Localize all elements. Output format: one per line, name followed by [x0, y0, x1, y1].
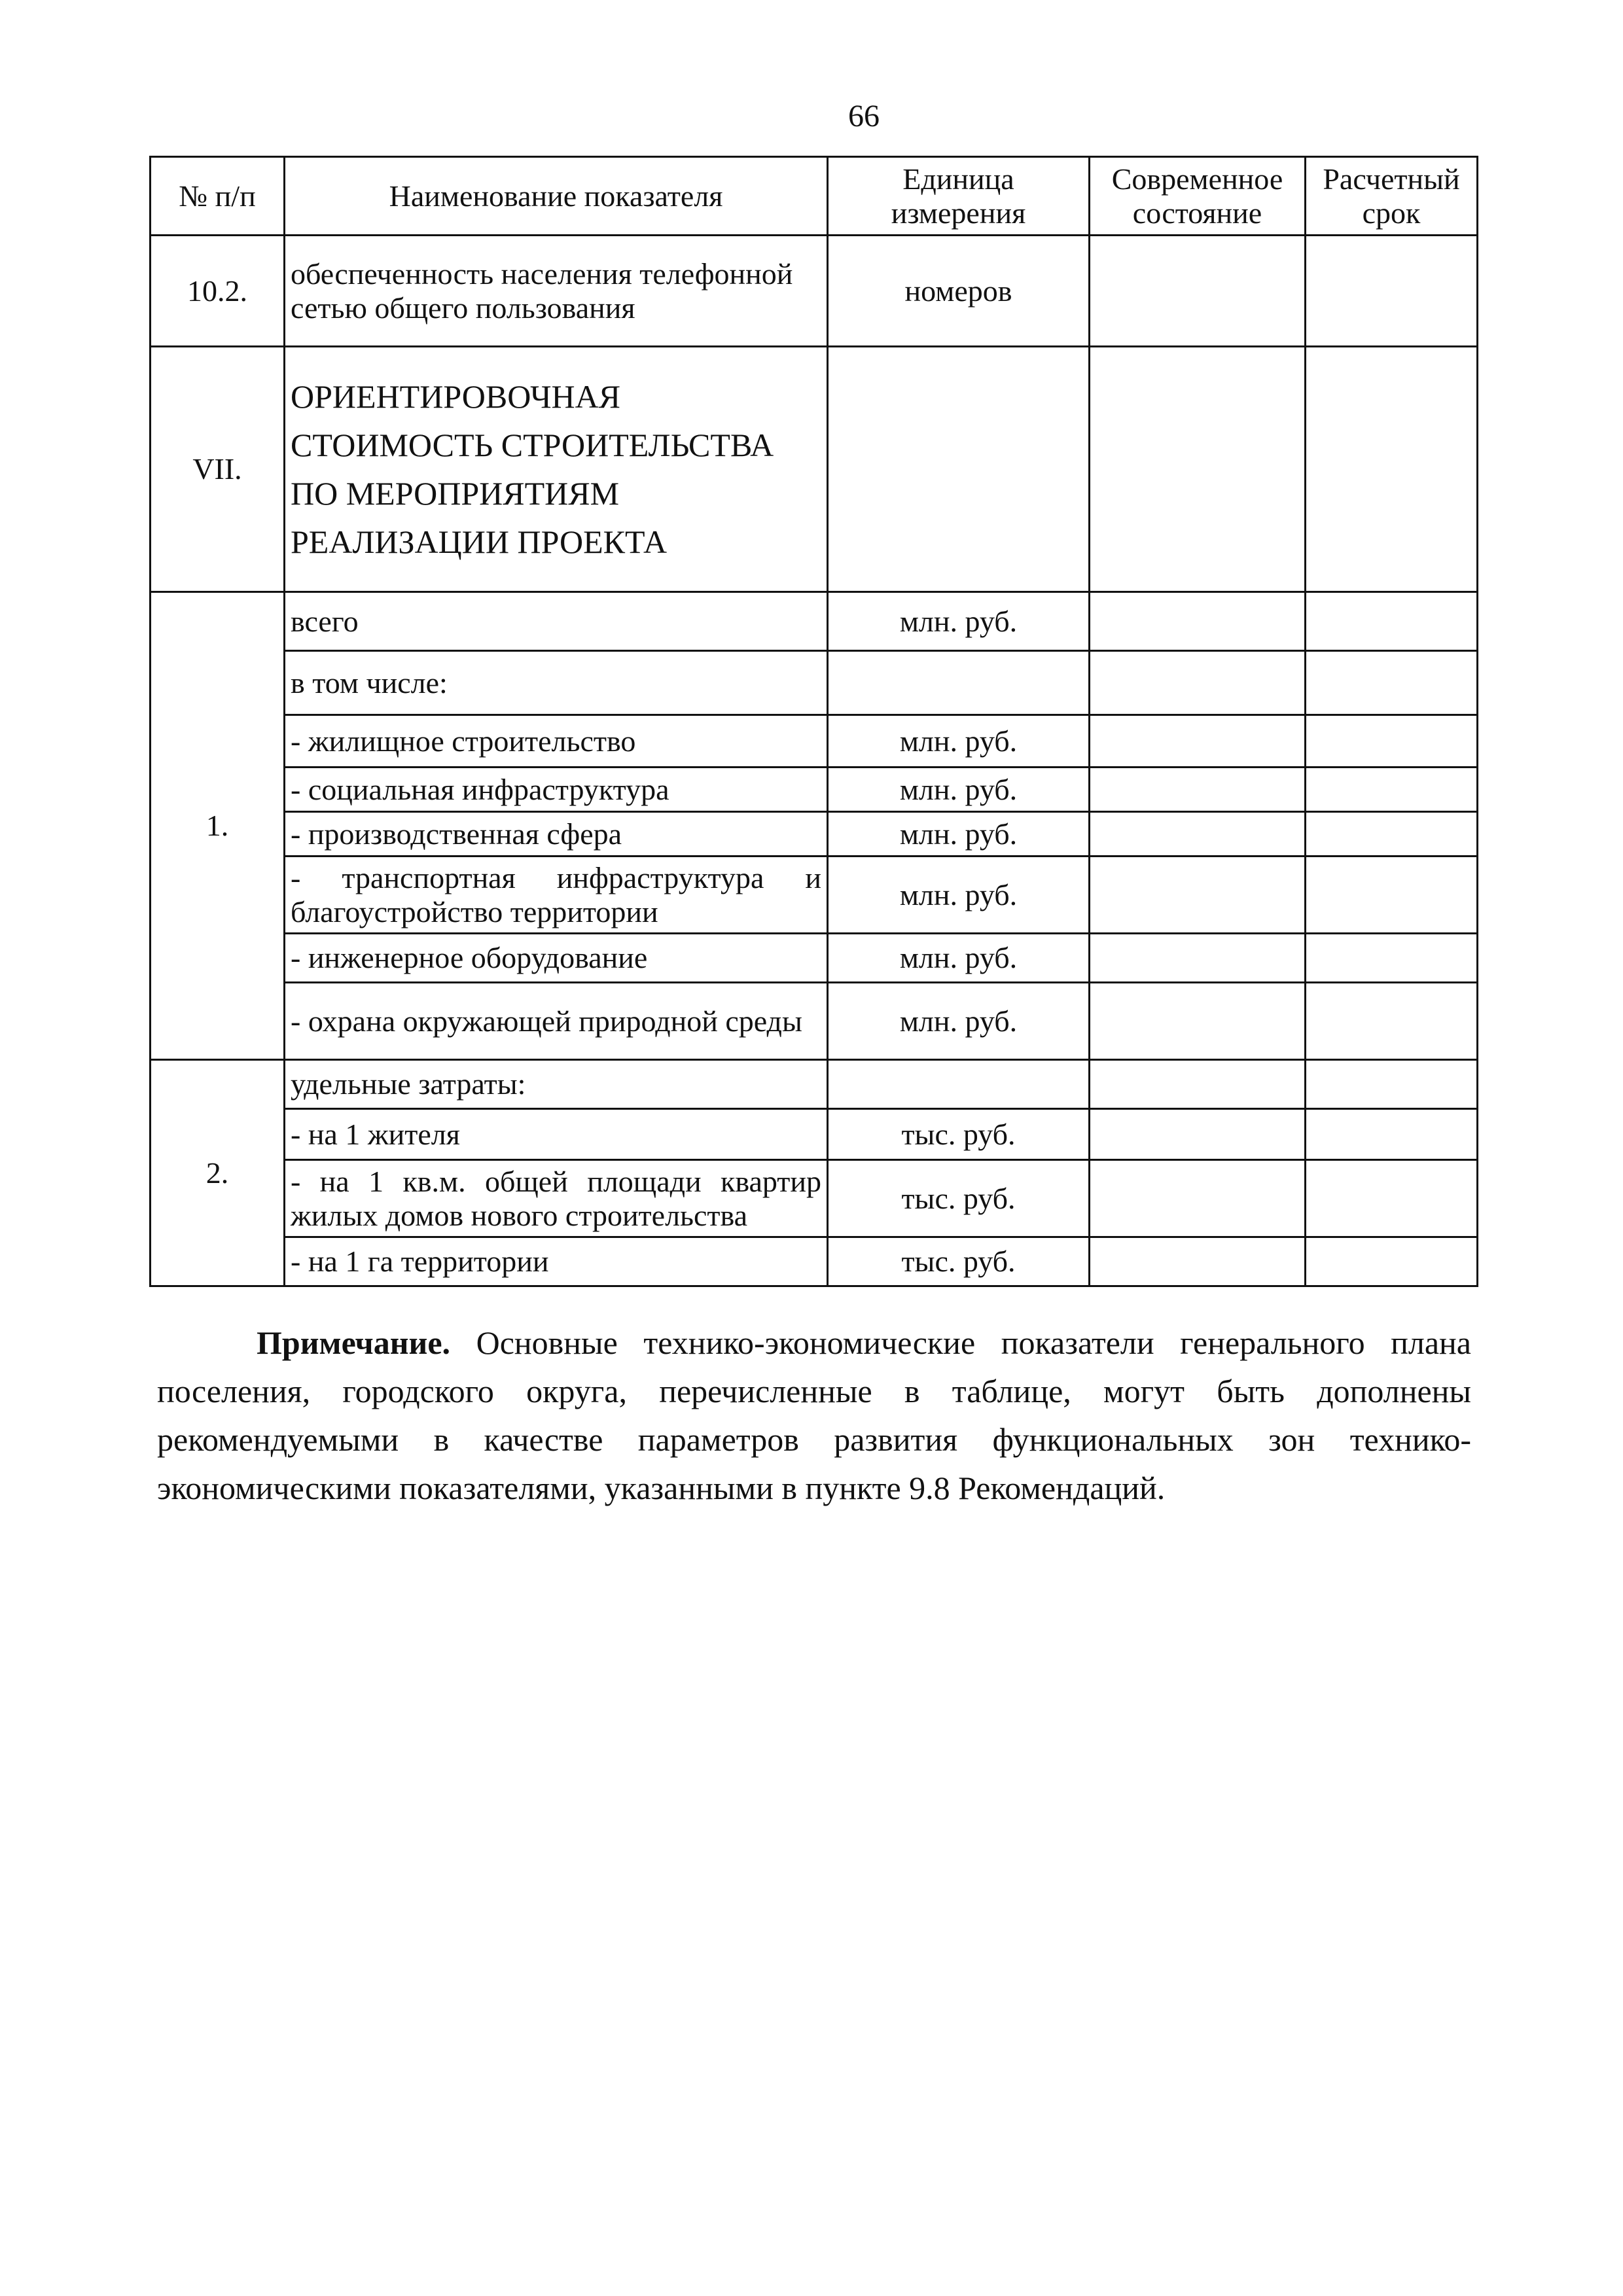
table-row: [151, 934, 1478, 983]
current-value-cell: [1090, 347, 1306, 592]
note-label: Примечание.: [257, 1324, 451, 1361]
table-row: [151, 768, 1478, 812]
table-row: [151, 651, 1478, 715]
current-value-cell: [1090, 1237, 1306, 1286]
indicator-name: - на 1 жителя: [285, 1109, 828, 1160]
unit-cell: млн. руб.: [828, 934, 1090, 983]
group-number: 1.: [151, 592, 285, 1060]
row-number: 10.2.: [151, 236, 285, 347]
current-value-cell: [1090, 857, 1306, 934]
current-value-cell: [1090, 983, 1306, 1060]
section-number: VII.: [151, 347, 285, 592]
table-row: [151, 1060, 1478, 1109]
current-value-cell: [1090, 715, 1306, 768]
header-unit: Единица измерения: [828, 157, 1090, 236]
current-value-cell: [1090, 1109, 1306, 1160]
indicator-name: - производственная сфера: [285, 812, 828, 857]
unit-cell: млн. руб.: [828, 812, 1090, 857]
section-title: ОРИЕНТИРОВОЧНАЯ СТОИМОСТЬ СТРОИТЕЛЬСТВА ПО МЕРОПРИЯТИЯМ РЕАЛИЗАЦИИ ПРОЕКТА: [285, 347, 828, 592]
header-num: № п/п: [151, 157, 285, 236]
table-row: [151, 857, 1478, 934]
unit-cell: млн. руб.: [828, 768, 1090, 812]
table-row: [151, 1109, 1478, 1160]
section-row: [151, 347, 1478, 592]
current-value-cell: [1090, 236, 1306, 347]
current-value-cell: [1090, 934, 1306, 983]
current-value-cell: [1090, 1160, 1306, 1237]
table-row: [151, 1160, 1478, 1237]
header-target: Расчетный срок: [1306, 157, 1478, 236]
unit-cell: тыс. руб.: [828, 1109, 1090, 1160]
unit-cell: млн. руб.: [828, 983, 1090, 1060]
target-value-cell: [1306, 1060, 1478, 1109]
indicator-name: - на 1 кв.м. общей площади квартир жилых домов нового строительства: [285, 1160, 828, 1237]
current-value-cell: [1090, 651, 1306, 715]
target-value-cell: [1306, 715, 1478, 768]
unit-cell: [828, 1060, 1090, 1109]
indicator-name: - инженерное оборудование: [285, 934, 828, 983]
target-value-cell: [1306, 1109, 1478, 1160]
table-row: [151, 592, 1478, 651]
indicator-name: - социальная инфраструктура: [285, 768, 828, 812]
target-value-cell: [1306, 236, 1478, 347]
target-value-cell: [1306, 983, 1478, 1060]
unit-cell: млн. руб.: [828, 715, 1090, 768]
note-text: Основные технико-экономические показатели генерального плана поселения, городского округа, перечисленные в таблице, могут быть дополнены рекомендуемыми в качестве параметров развития функциональных зон технико-экономическими показателями, указанными в пункте 9.8 Рекомендаций.: [157, 1324, 1471, 1506]
current-value-cell: [1090, 768, 1306, 812]
table-row: [151, 715, 1478, 768]
indicator-name: - транспортная инфраструктура и благоустройство территории: [285, 857, 828, 934]
indicator-name: - жилищное строительство: [285, 715, 828, 768]
unit-cell: [828, 347, 1090, 592]
target-value-cell: [1306, 1160, 1478, 1237]
table-row: [151, 812, 1478, 857]
current-value-cell: [1090, 592, 1306, 651]
unit-cell: тыс. руб.: [828, 1160, 1090, 1237]
note-paragraph: [157, 1318, 1471, 1512]
target-value-cell: [1306, 347, 1478, 592]
indicator-name: - на 1 га территории: [285, 1237, 828, 1286]
unit-cell: млн. руб.: [828, 857, 1090, 934]
page-number: 66: [848, 99, 880, 133]
table-row: [151, 236, 1478, 347]
unit-cell: номеров: [828, 236, 1090, 347]
indicator-name: удельные затраты:: [285, 1060, 828, 1109]
table-row: [151, 1237, 1478, 1286]
target-value-cell: [1306, 812, 1478, 857]
table-header-row: [151, 157, 1478, 236]
target-value-cell: [1306, 934, 1478, 983]
target-value-cell: [1306, 1237, 1478, 1286]
target-value-cell: [1306, 768, 1478, 812]
current-value-cell: [1090, 1060, 1306, 1109]
target-value-cell: [1306, 651, 1478, 715]
indicator-name: - охрана окружающей природной среды: [285, 983, 828, 1060]
unit-cell: [828, 651, 1090, 715]
unit-cell: тыс. руб.: [828, 1237, 1090, 1286]
indicator-name: всего: [285, 592, 828, 651]
indicator-name: в том числе:: [285, 651, 828, 715]
target-value-cell: [1306, 592, 1478, 651]
group-number: 2.: [151, 1060, 285, 1286]
table-row: [151, 983, 1478, 1060]
indicator-name: обеспеченность населения телефонной сетью общего пользования: [285, 236, 828, 347]
header-current: Современное состояние: [1090, 157, 1306, 236]
current-value-cell: [1090, 812, 1306, 857]
header-name: Наименование показателя: [285, 157, 828, 236]
indicators-table: [149, 156, 1478, 1287]
unit-cell: млн. руб.: [828, 592, 1090, 651]
target-value-cell: [1306, 857, 1478, 934]
